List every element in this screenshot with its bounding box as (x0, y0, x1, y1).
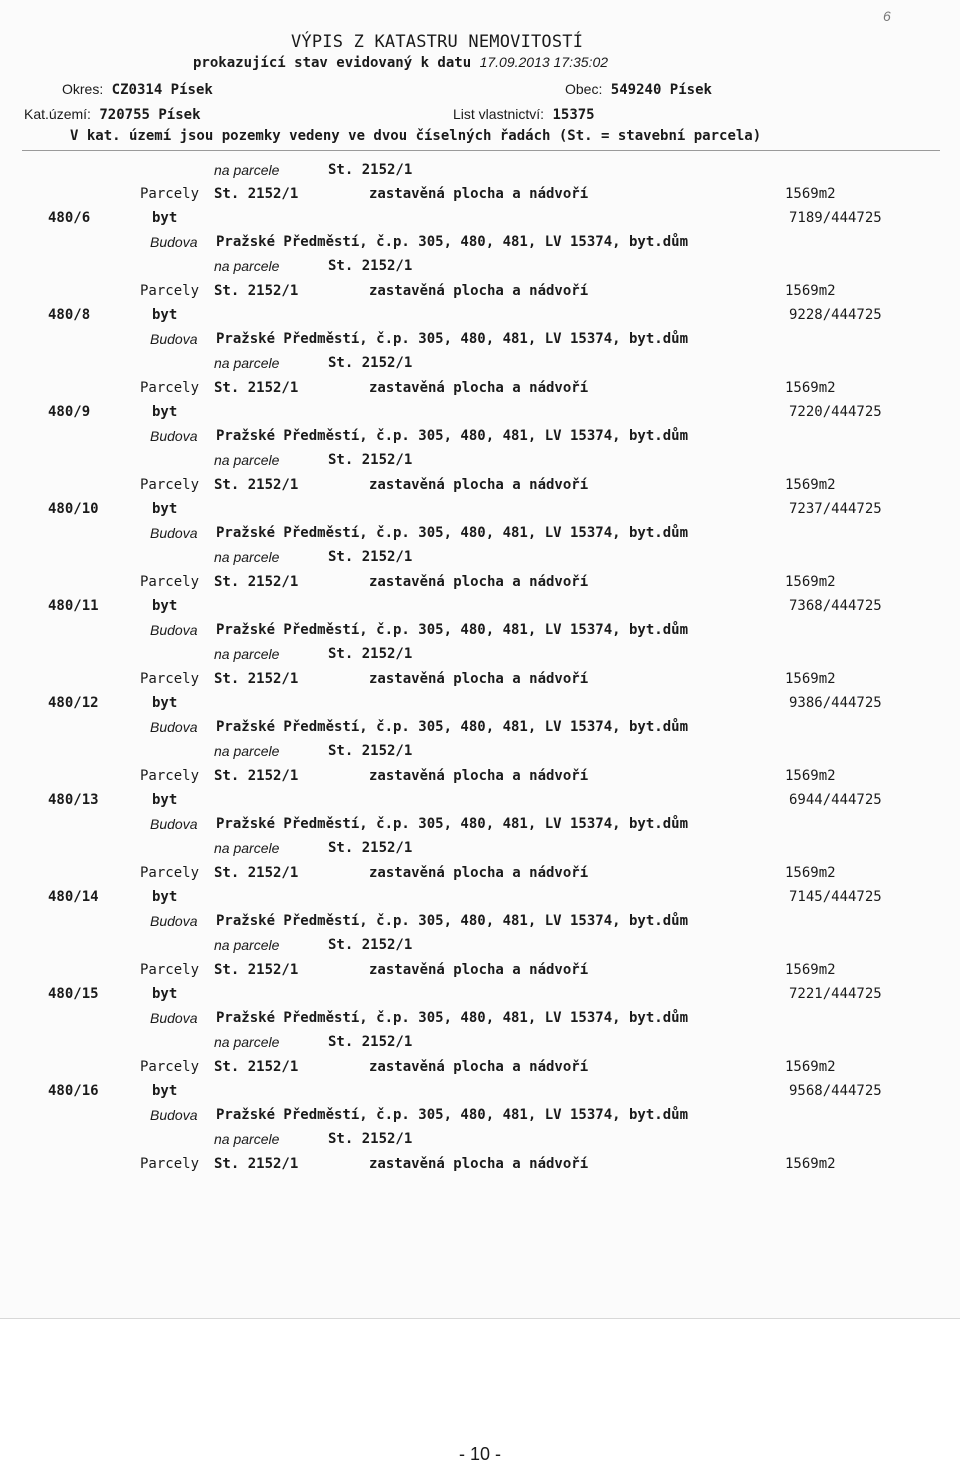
unit-block (0, 380, 960, 477)
parcel-type: zastavěná plocha a nádvoří (369, 1156, 589, 1172)
building-desc: Pražské Předměstí, č.p. 305, 480, 481, LV 15374, byt.dům (216, 1010, 689, 1026)
okres-label: Okres: (62, 81, 104, 97)
unit-share: 9568/444725 (789, 1083, 882, 1099)
parcel-ref: St. 2152/1 (214, 768, 299, 784)
parcel-type: zastavěná plocha a nádvoří (369, 1059, 589, 1075)
parcel-area: 1569m2 (785, 962, 836, 978)
unit-type: byt (152, 210, 178, 226)
unit-block (0, 186, 960, 283)
parcely-label: Parcely (140, 380, 200, 396)
unit-id: 480/15 (48, 986, 99, 1002)
parcel-ref: St. 2152/1 (214, 380, 299, 396)
okres-row (62, 81, 213, 98)
building-desc: Pražské Předměstí, č.p. 305, 480, 481, LV 15374, byt.dům (216, 331, 689, 347)
building-desc: Pražské Předměstí, č.p. 305, 480, 481, LV 15374, byt.dům (216, 525, 689, 541)
parcel-ref: St. 2152/1 (214, 1059, 299, 1075)
unit-share: 6944/444725 (789, 792, 882, 808)
unit-id: 480/14 (48, 889, 99, 905)
unit-id: 480/12 (48, 695, 99, 711)
parcel-ref: St. 2152/1 (214, 962, 299, 978)
obec-row (565, 81, 712, 98)
subtitle-date: 17.09.2013 17:35:02 (479, 54, 609, 70)
budova-label: Budova (150, 331, 198, 347)
parcel-area: 1569m2 (785, 283, 836, 299)
parcely-label: Parcely (140, 574, 200, 590)
na-parcele-label: na parcele (214, 452, 280, 468)
building-parcel: St. 2152/1 (328, 743, 413, 759)
unit-block (0, 865, 960, 962)
unit-share: 7189/444725 (789, 210, 882, 226)
unit-id: 480/16 (48, 1083, 99, 1099)
parcely-label: Parcely (140, 186, 200, 202)
na-parcele-label: na parcele (214, 840, 280, 856)
parcel-type: zastavěná plocha a nádvoří (369, 283, 589, 299)
parcel-area: 1569m2 (785, 1156, 836, 1172)
na-parcele-label: na parcele (214, 549, 280, 565)
building-parcel: St. 2152/1 (328, 937, 413, 953)
building-desc: Pražské Předměstí, č.p. 305, 480, 481, LV 15374, byt.dům (216, 234, 689, 250)
lv-value: 15375 (552, 107, 595, 123)
parcel-ref: St. 2152/1 (214, 671, 299, 687)
unit-share: 7221/444725 (789, 986, 882, 1002)
unit-share: 9386/444725 (789, 695, 882, 711)
parcel-ref: St. 2152/1 (214, 477, 299, 493)
obec-value: 549240 Písek (610, 82, 712, 98)
unit-block (0, 768, 960, 865)
parcel-area: 1569m2 (785, 1059, 836, 1075)
building-parcel: St. 2152/1 (328, 1034, 413, 1050)
building-parcel: St. 2152/1 (328, 355, 413, 371)
unit-block (0, 574, 960, 671)
parcel-ref: St. 2152/1 (214, 865, 299, 881)
budova-label: Budova (150, 1107, 198, 1123)
building-parcel: St. 2152/1 (328, 840, 413, 856)
unit-type: byt (152, 307, 178, 323)
building-parcel: St. 2152/1 (328, 258, 413, 274)
unit-type: byt (152, 986, 178, 1002)
na-parcele-label: na parcele (214, 258, 280, 274)
unit-share: 7368/444725 (789, 598, 882, 614)
katuzemi-label: Kat.území: (24, 106, 91, 122)
unit-type: byt (152, 1083, 178, 1099)
unit-block (0, 671, 960, 768)
parcel-area: 1569m2 (785, 671, 836, 687)
unit-type: byt (152, 501, 178, 517)
building-parcel: St. 2152/1 (328, 1131, 413, 1147)
unit-id: 480/6 (48, 210, 91, 226)
parcel-area: 1569m2 (785, 865, 836, 881)
parcel-ref: St. 2152/1 (214, 283, 299, 299)
lv-label: List vlastnictví: (453, 106, 545, 122)
budova-label: Budova (150, 913, 198, 929)
unit-id: 480/9 (48, 404, 91, 420)
na-parcele-label: na parcele (214, 1131, 280, 1147)
budova-label: Budova (150, 525, 198, 541)
unit-type: byt (152, 404, 178, 420)
budova-label: Budova (150, 234, 198, 250)
budova-label: Budova (150, 428, 198, 444)
unit-type: byt (152, 889, 178, 905)
lv-row (453, 106, 595, 123)
parcely-label: Parcely (140, 283, 200, 299)
first-parcel-ref: St. 2152/1 (328, 162, 413, 178)
unit-type: byt (152, 792, 178, 808)
first-na-parcele-label: na parcele (214, 162, 280, 178)
obec-label: Obec: (565, 81, 603, 97)
unit-id: 480/11 (48, 598, 99, 614)
unit-id: 480/10 (48, 501, 99, 517)
unit-id: 480/8 (48, 307, 91, 323)
parcely-label: Parcely (140, 671, 200, 687)
parcel-type: zastavěná plocha a nádvoří (369, 574, 589, 590)
parcel-ref: St. 2152/1 (214, 186, 299, 202)
unit-block (0, 477, 960, 574)
unit-share: 7145/444725 (789, 889, 882, 905)
unit-block (0, 962, 960, 1059)
unit-share: 9228/444725 (789, 307, 882, 323)
parcel-type: zastavěná plocha a nádvoří (369, 671, 589, 687)
building-desc: Pražské Předměstí, č.p. 305, 480, 481, LV 15374, byt.dům (216, 622, 689, 638)
parcel-type: zastavěná plocha a nádvoří (369, 477, 589, 493)
budova-label: Budova (150, 622, 198, 638)
parcel-area: 1569m2 (785, 186, 836, 202)
na-parcele-label: na parcele (214, 1034, 280, 1050)
parcel-type: zastavěná plocha a nádvoří (369, 380, 589, 396)
katuzemi-value: 720755 Písek (99, 107, 201, 123)
budova-label: Budova (150, 719, 198, 735)
building-desc: Pražské Předměstí, č.p. 305, 480, 481, LV 15374, byt.dům (216, 913, 689, 929)
unit-type: byt (152, 695, 178, 711)
subtitle-prefix: prokazující stav evidovaný k datu (193, 55, 472, 71)
katuzemi-row (24, 106, 201, 123)
building-desc: Pražské Předměstí, č.p. 305, 480, 481, LV 15374, byt.dům (216, 1107, 689, 1123)
parcely-label: Parcely (140, 477, 200, 493)
unit-share: 7220/444725 (789, 404, 882, 420)
na-parcele-label: na parcele (214, 646, 280, 662)
unit-id: 480/13 (48, 792, 99, 808)
building-parcel: St. 2152/1 (328, 549, 413, 565)
building-desc: Pražské Předměstí, č.p. 305, 480, 481, LV 15374, byt.dům (216, 816, 689, 832)
parcely-label: Parcely (140, 865, 200, 881)
building-parcel: St. 2152/1 (328, 452, 413, 468)
parcel-type: zastavěná plocha a nádvoří (369, 768, 589, 784)
parcel-series-note: V kat. území jsou pozemky vedeny ve dvou číselných řadách (St. = stavební parcela) (70, 128, 762, 144)
parcel-ref: St. 2152/1 (214, 1156, 299, 1172)
okres-value: CZ0314 Písek (111, 82, 213, 98)
building-parcel: St. 2152/1 (328, 646, 413, 662)
parcel-area: 1569m2 (785, 380, 836, 396)
parcel-ref: St. 2152/1 (214, 574, 299, 590)
parcel-area: 1569m2 (785, 768, 836, 784)
document-title: VÝPIS Z KATASTRU NEMOVITOSTÍ (291, 32, 584, 52)
na-parcele-label: na parcele (214, 937, 280, 953)
parcel-type: zastavěná plocha a nádvoří (369, 865, 589, 881)
na-parcele-label: na parcele (214, 355, 280, 371)
unit-block (0, 1059, 960, 1156)
document-subtitle (193, 54, 608, 71)
budova-label: Budova (150, 1010, 198, 1026)
building-desc: Pražské Předměstí, č.p. 305, 480, 481, LV 15374, byt.dům (216, 719, 689, 735)
page-number: - 10 - (458, 1444, 501, 1464)
parcely-label: Parcely (140, 768, 200, 784)
handwritten-page-mark: 6 (883, 8, 891, 24)
parcel-type: zastavěná plocha a nádvoří (369, 186, 589, 202)
budova-label: Budova (150, 816, 198, 832)
na-parcele-label: na parcele (214, 743, 280, 759)
final-parcel-row (0, 1156, 960, 1253)
unit-block (0, 283, 960, 380)
parcel-type: zastavěná plocha a nádvoří (369, 962, 589, 978)
parcel-area: 1569m2 (785, 477, 836, 493)
parcely-label: Parcely (140, 1156, 200, 1172)
parcely-label: Parcely (140, 1059, 200, 1075)
header-divider (22, 150, 940, 151)
parcely-label: Parcely (140, 962, 200, 978)
building-desc: Pražské Předměstí, č.p. 305, 480, 481, LV 15374, byt.dům (216, 428, 689, 444)
unit-type: byt (152, 598, 178, 614)
unit-share: 7237/444725 (789, 501, 882, 517)
parcel-area: 1569m2 (785, 574, 836, 590)
